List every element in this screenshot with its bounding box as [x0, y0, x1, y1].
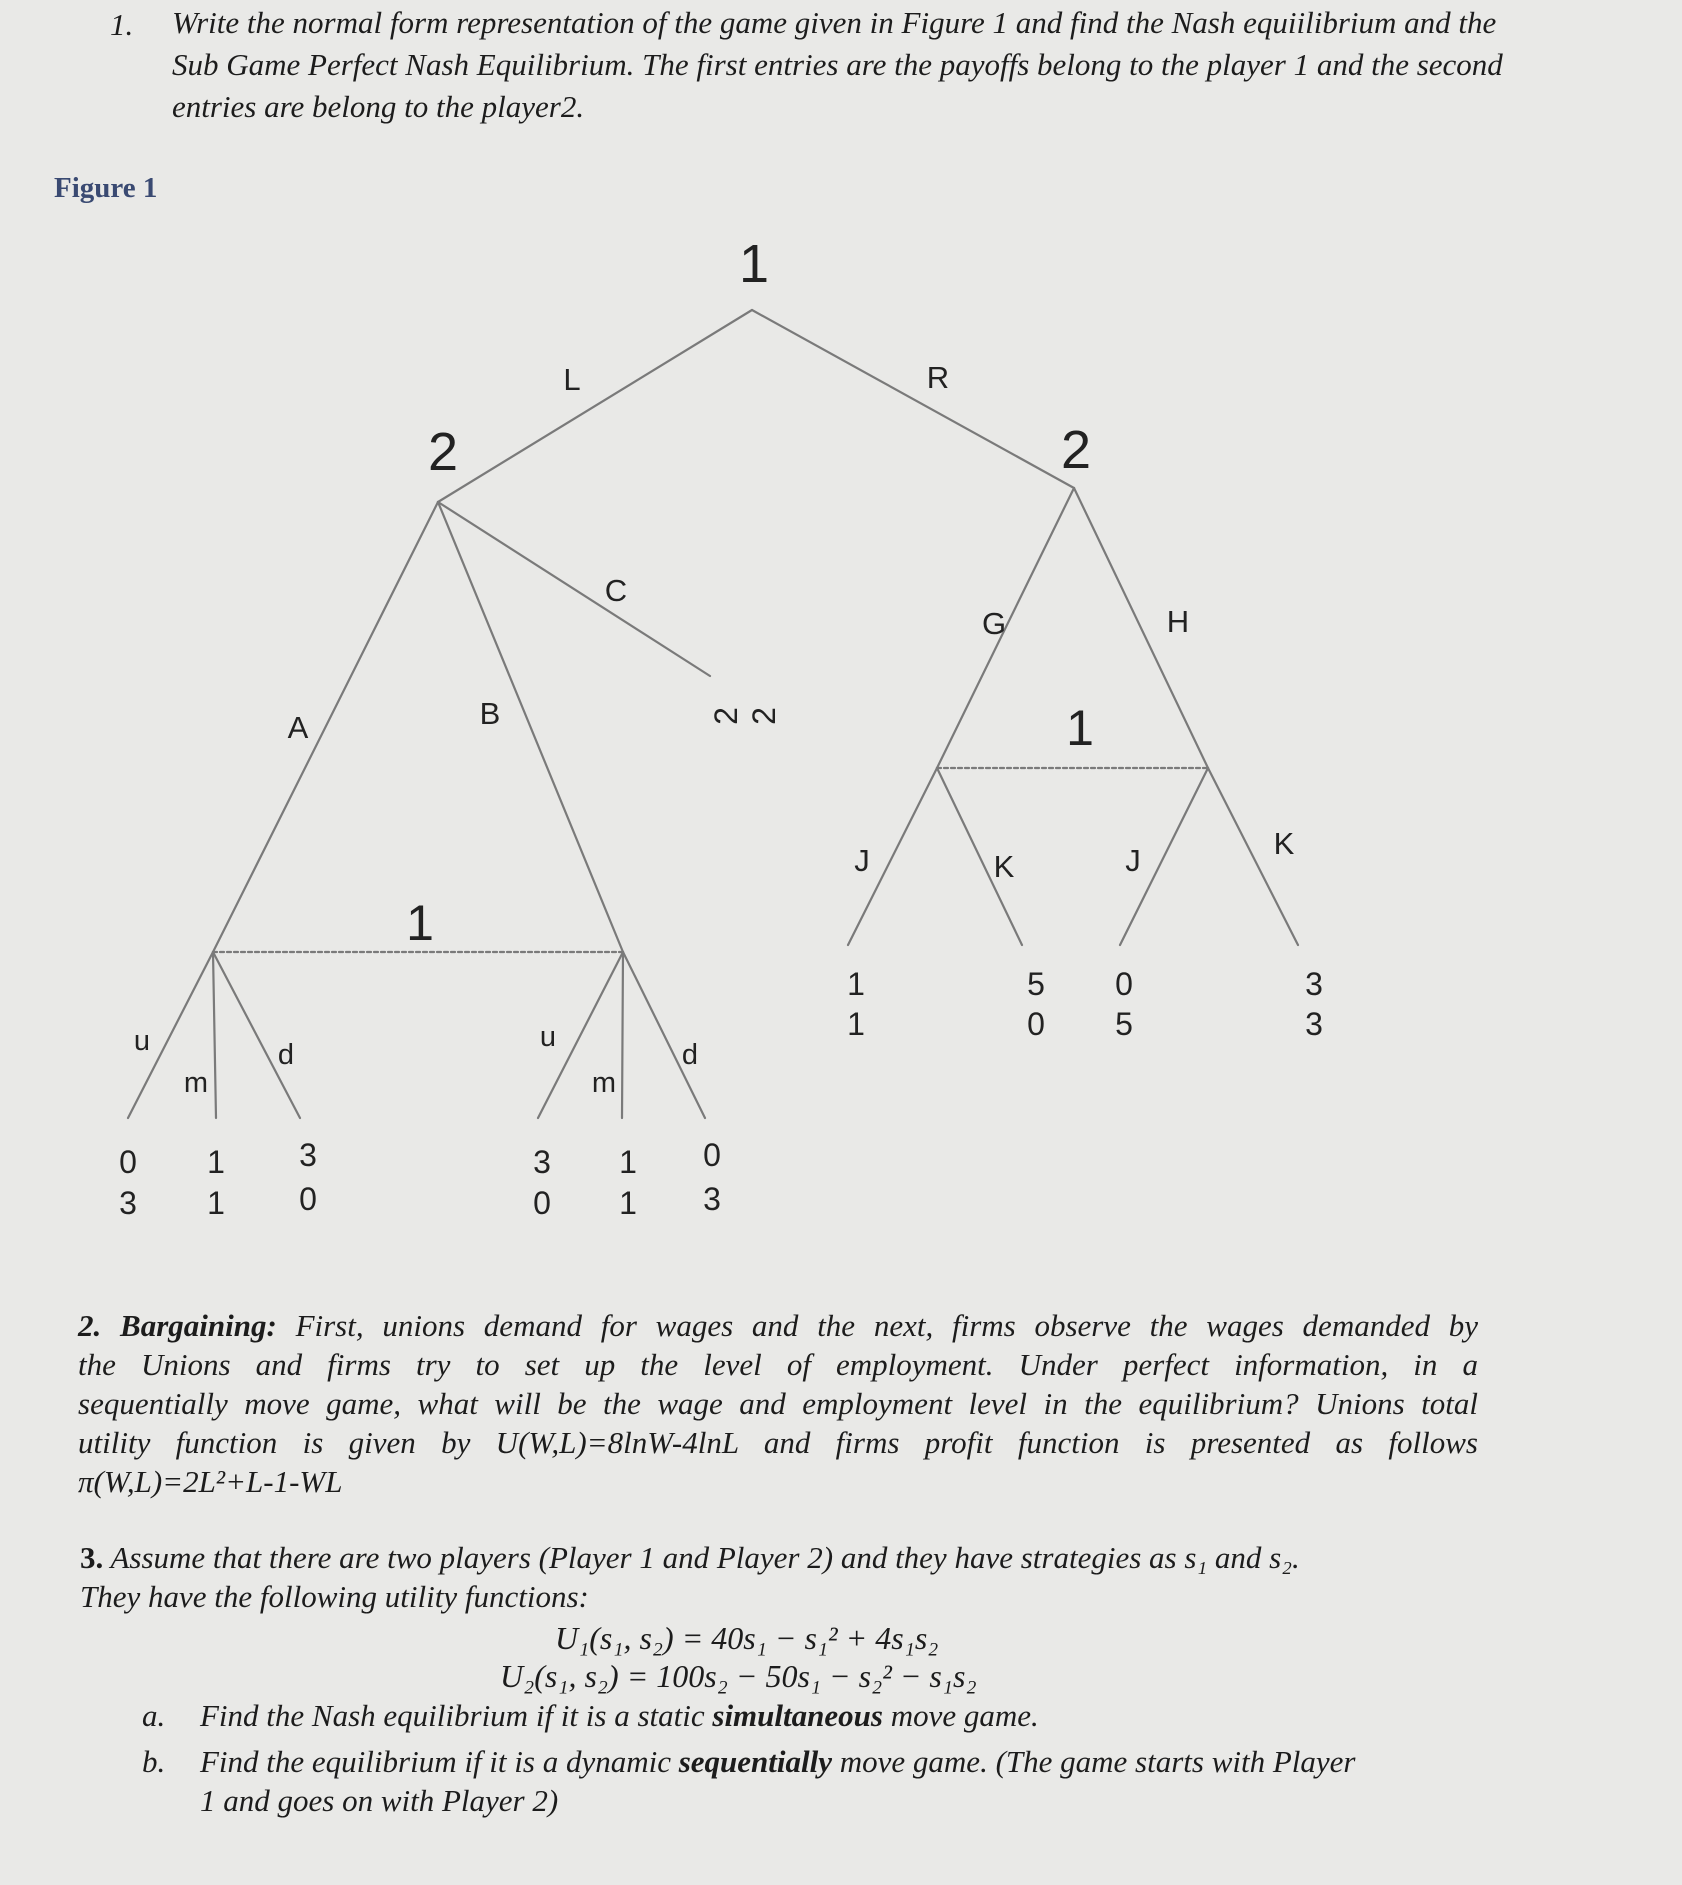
edge-label-K-left: K	[993, 849, 1015, 884]
edge-label-d-left: d	[277, 1039, 295, 1071]
payoff-HK-p2: 3	[1305, 1006, 1323, 1042]
payoff-Bm-p1: 1	[619, 1144, 637, 1180]
edge-label-C: C	[604, 573, 628, 608]
player-label-left-info: 1	[406, 895, 434, 951]
player-label-right: 2	[1060, 420, 1092, 480]
question-3	[80, 1538, 1500, 1616]
edge-C	[438, 502, 710, 676]
edge-L	[438, 310, 752, 502]
payoff-Am-p1: 1	[207, 1144, 225, 1180]
question-3b-letter: b.	[142, 1744, 166, 1779]
question-2-line-1-text: First, unions demand for wages and the next, firms observe the wages demanded by	[295, 1308, 1478, 1343]
payoff-GJ-p2: 1	[847, 1006, 865, 1042]
question-3a-bold: simultaneous	[712, 1698, 883, 1733]
payoff-Ad-p2: 0	[299, 1181, 317, 1217]
player-label-left: 2	[427, 422, 459, 482]
payoff-Bd-p2: 3	[703, 1181, 721, 1217]
payoff-C	[708, 707, 782, 725]
question-1-line-1: Write the normal form representation of the game given in Figure 1 and find the Nash equiilibrium and the	[172, 5, 1497, 40]
question-2-line-4: utility function is given by U(W,L)=8lnW-4lnL and firms profit function is presented as follows	[78, 1425, 1478, 1460]
question-3a-letter: a.	[142, 1698, 166, 1733]
player-label-right-info: 1	[1066, 700, 1094, 756]
question-3a-post: move game.	[882, 1698, 1039, 1733]
question-2-title: Bargaining:	[120, 1308, 277, 1343]
edge-label-d-right: d	[681, 1039, 699, 1071]
question-3a-pre: Find the Nash equilibrium if it is a static	[200, 1698, 713, 1733]
edge-label-u-left: u	[133, 1025, 151, 1057]
payoff-GK-p2: 0	[1027, 1006, 1045, 1042]
question-2-line-5: π(W,L)=2L²+L-1-WL	[78, 1464, 343, 1499]
edge-B	[438, 502, 623, 952]
edge-label-B: B	[479, 696, 501, 731]
question-3b-text	[200, 1742, 1540, 1820]
payoff-C-p2: 2	[746, 707, 782, 725]
edge-label-R: R	[926, 360, 950, 395]
payoff-HJ-p2: 5	[1115, 1006, 1133, 1042]
payoff-C-p1: 2	[708, 707, 744, 725]
question-3-line-1	[80, 1538, 1500, 1577]
edge-Bd	[623, 952, 705, 1118]
question-3b-line-1	[200, 1742, 1540, 1781]
payoff-Au-p2: 3	[119, 1185, 137, 1221]
payoff-Bm-p2: 1	[619, 1185, 637, 1221]
question-1-line-2: Sub Game Perfect Nash Equilibrium. The first entries are the payoffs belong to the player 1 and the second	[172, 47, 1503, 82]
edge-label-u-right: u	[539, 1021, 557, 1053]
payoff-HK-p1: 3	[1305, 966, 1323, 1002]
question-1-number: 1.	[110, 7, 134, 42]
question-2-line-1	[78, 1306, 1478, 1345]
payoff-Au-p1: 0	[119, 1144, 137, 1180]
edge-label-m-left: m	[183, 1067, 209, 1099]
question-3b-line-2: 1 and goes on with Player 2)	[200, 1783, 559, 1818]
edge-R	[752, 310, 1074, 488]
question-2-line-3: sequentially move game, what will be the wage and employment level in the equilibrium? Unions total	[78, 1386, 1478, 1421]
edge-Ad	[213, 952, 300, 1118]
edge-label-K-right: K	[1273, 826, 1295, 861]
figure-label: Figure 1	[54, 172, 158, 204]
payoff-GK-p1: 5	[1027, 966, 1045, 1002]
question-2-number: 2.	[78, 1308, 102, 1343]
payoff-Bu-p1: 3	[533, 1144, 551, 1180]
payoff-Bu-p2: 0	[533, 1185, 551, 1221]
edge-A	[213, 502, 438, 952]
edge-label-H: H	[1166, 604, 1190, 639]
question-3a-text	[200, 1696, 1540, 1735]
question-3-line-1-text: Assume that there are two players (Player 1 and Player 2) and they have strategies as s₁ and s₂.	[110, 1540, 1300, 1575]
payoff-Am-p2: 1	[207, 1185, 225, 1221]
edge-label-A: A	[287, 710, 309, 745]
question-2-line-2: the Unions and firms try to set up the level of employment. Under perfect information, in a	[78, 1347, 1478, 1382]
question-3-number: 3.	[80, 1540, 104, 1575]
payoff-GJ-p1: 1	[847, 966, 865, 1002]
edge-Am	[213, 952, 216, 1118]
payoff-Bd-p1: 0	[703, 1137, 721, 1173]
equation-u1: U₁(s₁, s₂) = 40s₁ − s₁² + 4s₁s₂	[555, 1620, 939, 1656]
player-label-root: 1	[738, 234, 770, 294]
edge-Bm	[622, 952, 623, 1118]
equation-u2: U₂(s₁, s₂) = 100s₂ − 50s₁ − s₂² − s₁s₂	[500, 1658, 977, 1694]
question-3-line-2: They have the following utility functions:	[80, 1579, 589, 1614]
edge-label-J-left: J	[854, 843, 870, 878]
edge-label-m-right: m	[591, 1067, 617, 1099]
edge-label-G: G	[981, 606, 1007, 641]
question-1-line-3: entries are belong to the player2.	[172, 89, 585, 124]
question-3b-pre: Find the equilibrium if it is a dynamic	[200, 1744, 679, 1779]
payoff-HJ-p1: 0	[1115, 966, 1133, 1002]
question-3b-post: move game. (The game starts with Player	[832, 1744, 1356, 1779]
edge-label-L: L	[563, 362, 581, 397]
payoff-Ad-p1: 3	[299, 1137, 317, 1173]
edge-label-J-right: J	[1125, 843, 1141, 878]
question-2	[78, 1306, 1478, 1501]
question-3b-bold: sequentially	[678, 1744, 833, 1779]
